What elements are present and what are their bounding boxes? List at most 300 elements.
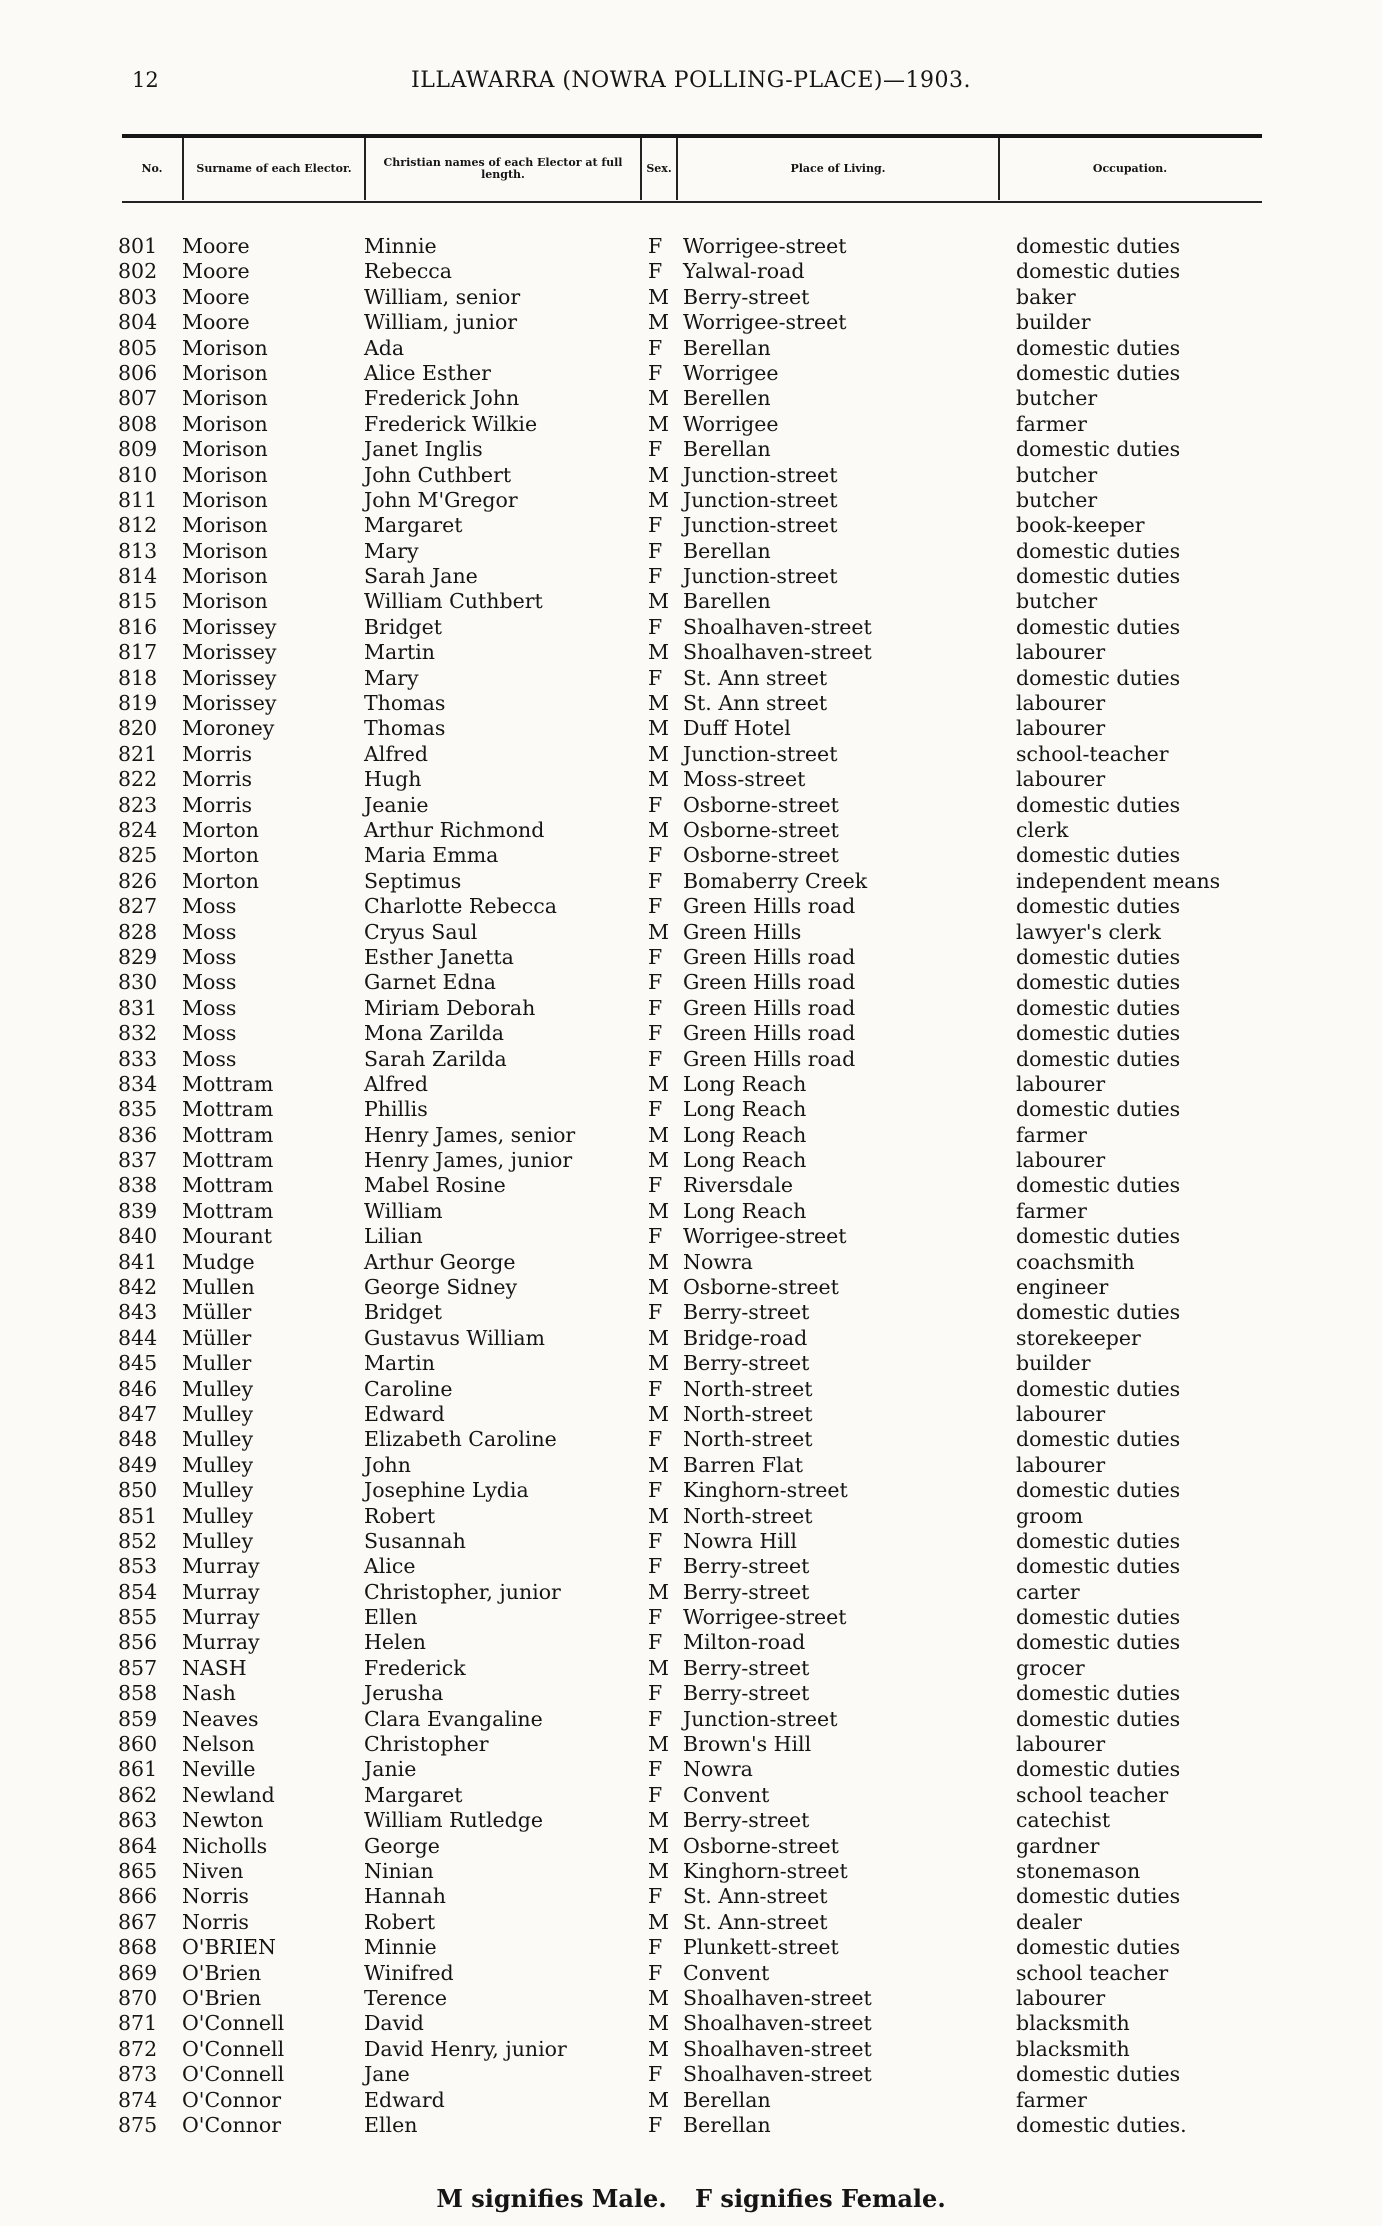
elector-no: 870 — [118, 1985, 158, 2010]
elector-surname: Mulley — [182, 1452, 254, 1477]
elector-occupation: labourer — [1016, 1148, 1106, 1173]
elector-sex: M — [648, 1503, 669, 1528]
elector-occupation: builder — [1016, 1351, 1091, 1376]
elector-sex: M — [648, 1351, 669, 1376]
elector-occupation: gardner — [1016, 1833, 1100, 1858]
table-row — [0, 1605, 1382, 1630]
table-row — [0, 1529, 1382, 1554]
table-row — [0, 894, 1382, 919]
elector-no: 819 — [118, 691, 158, 716]
elector-occupation: labourer — [1016, 1401, 1106, 1426]
elector-sex: F — [648, 1300, 663, 1325]
table-row — [0, 1275, 1382, 1300]
elector-place: Berellan — [683, 437, 771, 462]
elector-occupation: domestic duties — [1016, 894, 1181, 919]
elector-no: 864 — [118, 1833, 158, 1858]
elector-occupation: labourer — [1016, 1732, 1106, 1757]
elector-christian-names: Mabel Rosine — [364, 1173, 506, 1198]
elector-sex: F — [648, 1021, 663, 1046]
elector-no: 867 — [118, 1909, 158, 1934]
table-row — [0, 564, 1382, 589]
elector-no: 815 — [118, 589, 158, 614]
elector-occupation: domestic duties — [1016, 1021, 1181, 1046]
elector-occupation: domestic duties — [1016, 437, 1181, 462]
elector-occupation: butcher — [1016, 386, 1098, 411]
elector-sex: F — [648, 564, 663, 589]
elector-occupation: domestic duties — [1016, 843, 1181, 868]
elector-surname: Morison — [182, 513, 268, 538]
elector-christian-names: Edward — [364, 1401, 445, 1426]
elector-christian-names: William, senior — [364, 284, 521, 309]
elector-christian-names: Arthur Richmond — [364, 817, 545, 842]
elector-sex: M — [648, 1122, 669, 1147]
elector-surname: Mudge — [182, 1249, 255, 1274]
elector-christian-names: Martin — [364, 640, 436, 665]
elector-no: 860 — [118, 1732, 158, 1757]
elector-occupation: domestic duties — [1016, 564, 1181, 589]
elector-surname: Morison — [182, 462, 268, 487]
elector-no: 807 — [118, 386, 158, 411]
elector-christian-names: John M'Gregor — [364, 487, 518, 512]
elector-no: 818 — [118, 665, 158, 690]
elector-occupation: school teacher — [1016, 1782, 1169, 1807]
elector-place: Berry-street — [683, 1351, 810, 1376]
elector-sex: F — [648, 1681, 663, 1706]
elector-place: Long Reach — [683, 1097, 807, 1122]
table-row — [0, 1326, 1382, 1351]
elector-occupation: domestic duties — [1016, 1757, 1181, 1782]
elector-christian-names: Terence — [364, 1985, 447, 2010]
elector-occupation: independent means — [1016, 868, 1221, 893]
footer-legend — [0, 2184, 1382, 2213]
elector-christian-names: Margaret — [364, 513, 463, 538]
elector-sex: M — [648, 487, 669, 512]
elector-occupation: labourer — [1016, 1985, 1106, 2010]
elector-christian-names: Miriam Deborah — [364, 995, 536, 1020]
elector-sex: F — [648, 2062, 663, 2087]
elector-no: 845 — [118, 1351, 158, 1376]
table-row — [0, 615, 1382, 640]
elector-no: 829 — [118, 944, 158, 969]
elector-surname: O'Connell — [182, 2062, 285, 2087]
elector-occupation: book-keeper — [1016, 513, 1145, 538]
table-row — [0, 285, 1382, 310]
col-header-occupation: Occupation. — [1092, 161, 1168, 175]
elector-place: Barren Flat — [683, 1452, 803, 1477]
table-row — [0, 1961, 1382, 1986]
elector-christian-names: Charlotte Rebecca — [364, 894, 557, 919]
elector-sex: F — [648, 1960, 663, 1985]
elector-christian-names: Jane — [364, 2062, 410, 2087]
elector-no: 832 — [118, 1021, 158, 1046]
elector-sex: F — [648, 259, 663, 284]
elector-christian-names: Rebecca — [364, 259, 453, 284]
table-row — [0, 1681, 1382, 1706]
elector-sex: F — [648, 2112, 663, 2137]
elector-sex: M — [648, 817, 669, 842]
elector-christian-names: William Rutledge — [364, 1808, 544, 1833]
table-row — [0, 259, 1382, 284]
elector-place: Barellen — [683, 589, 771, 614]
elector-place: Berellan — [683, 335, 771, 360]
elector-sex: F — [648, 665, 663, 690]
elector-occupation: clerk — [1016, 817, 1069, 842]
elector-no: 808 — [118, 411, 158, 436]
elector-surname: Mourant — [182, 1224, 272, 1249]
elector-christian-names: Christopher — [364, 1732, 489, 1757]
elector-place: Yalwal-road — [683, 259, 805, 284]
elector-occupation: domestic duties — [1016, 1173, 1181, 1198]
elector-christian-names: Hannah — [364, 1884, 446, 1909]
table-row — [0, 336, 1382, 361]
elector-surname: Morison — [182, 360, 268, 385]
elector-occupation: domestic duties — [1016, 614, 1181, 639]
elector-occupation: carter — [1016, 1579, 1080, 1604]
elector-sex: F — [648, 894, 663, 919]
elector-occupation: domestic duties — [1016, 1681, 1181, 1706]
elector-occupation: domestic duties — [1016, 1224, 1181, 1249]
elector-christian-names: John — [364, 1452, 411, 1477]
elector-place: Long Reach — [683, 1198, 807, 1223]
elector-surname: Norris — [182, 1884, 249, 1909]
elector-place: Shoalhaven-street — [683, 614, 872, 639]
col-header-no: No. — [141, 161, 163, 175]
elector-sex: F — [648, 1782, 663, 1807]
elector-no: 844 — [118, 1325, 158, 1350]
elector-no: 830 — [118, 970, 158, 995]
elector-christian-names: Frederick Wilkie — [364, 411, 538, 436]
elector-place: St. Ann-street — [683, 1884, 828, 1909]
elector-sex: F — [648, 335, 663, 360]
elector-occupation: school-teacher — [1016, 741, 1169, 766]
elector-no: 839 — [118, 1198, 158, 1223]
table-row — [0, 513, 1382, 538]
elector-occupation: dealer — [1016, 1909, 1082, 1934]
elector-no: 824 — [118, 817, 158, 842]
table-row — [0, 1732, 1382, 1757]
elector-occupation: domestic duties — [1016, 944, 1181, 969]
elector-sex: M — [648, 1985, 669, 2010]
elector-christian-names: Alice Esther — [364, 360, 491, 385]
elector-place: North-street — [683, 1427, 813, 1452]
elector-place: Junction-street — [683, 462, 838, 487]
elector-place: Plunkett-street — [683, 1935, 839, 1960]
elector-surname: O'Connor — [182, 2087, 282, 2112]
elector-christian-names: Mona Zarilda — [364, 1021, 504, 1046]
elector-occupation: domestic duties — [1016, 665, 1181, 690]
elector-occupation: domestic duties — [1016, 1884, 1181, 1909]
elector-sex: M — [648, 1909, 669, 1934]
elector-no: 814 — [118, 564, 158, 589]
elector-no: 820 — [118, 716, 158, 741]
elector-surname: Mottram — [182, 1148, 274, 1173]
elector-place: North-street — [683, 1401, 813, 1426]
elector-place: St. Ann street — [683, 665, 828, 690]
elector-christian-names: Ellen — [364, 2112, 418, 2137]
elector-surname: Müller — [182, 1300, 252, 1325]
elector-place: Berry-street — [683, 1579, 810, 1604]
elector-surname: Muller — [182, 1351, 252, 1376]
elector-christian-names: Caroline — [364, 1376, 453, 1401]
elector-surname: Moroney — [182, 716, 275, 741]
elector-surname: Morison — [182, 411, 268, 436]
elector-no: 863 — [118, 1808, 158, 1833]
table-row — [0, 920, 1382, 945]
elector-sex: M — [648, 284, 669, 309]
elector-occupation: domestic duties — [1016, 792, 1181, 817]
elector-surname: Morissey — [182, 665, 277, 690]
elector-place: Junction-street — [683, 487, 838, 512]
elector-no: 856 — [118, 1630, 158, 1655]
page-header — [0, 60, 1382, 100]
table-row — [0, 818, 1382, 843]
elector-occupation: domestic duties — [1016, 259, 1181, 284]
elector-no: 855 — [118, 1605, 158, 1630]
elector-christian-names: David — [364, 2011, 424, 2036]
elector-no: 825 — [118, 843, 158, 868]
elector-place: Riversdale — [683, 1173, 794, 1198]
elector-no: 803 — [118, 284, 158, 309]
footer-male-note: M signifies Male. — [436, 2184, 667, 2213]
elector-surname: Murray — [182, 1579, 260, 1604]
table-row — [0, 1783, 1382, 1808]
elector-surname: O'Brien — [182, 1985, 262, 2010]
elector-sex: M — [648, 1071, 669, 1096]
elector-place: Berry-street — [683, 1300, 810, 1325]
elector-surname: Niven — [182, 1859, 244, 1883]
elector-christian-names: Ninian — [364, 1859, 434, 1883]
elector-place: Osborne-street — [683, 1833, 839, 1858]
elector-no: 813 — [118, 538, 158, 563]
elector-sex: M — [648, 589, 669, 614]
elector-surname: Newland — [182, 1782, 275, 1807]
table-row — [0, 1554, 1382, 1579]
elector-place: Shoalhaven-street — [683, 2011, 872, 2036]
elector-no: 827 — [118, 894, 158, 919]
elector-surname: Mulley — [182, 1401, 254, 1426]
elector-christian-names: Sarah Jane — [364, 564, 478, 589]
elector-sex: F — [648, 1935, 663, 1960]
elector-christian-names: Winifred — [364, 1960, 454, 1985]
elector-occupation: farmer — [1016, 1122, 1087, 1147]
elector-place: Green Hills road — [683, 1021, 856, 1046]
elector-no: 805 — [118, 335, 158, 360]
elector-occupation: domestic duties — [1016, 1528, 1181, 1553]
elector-surname: Mullen — [182, 1275, 255, 1300]
elector-surname: Norris — [182, 1909, 249, 1934]
elector-surname: O'Connell — [182, 2036, 285, 2061]
elector-surname: Morison — [182, 538, 268, 563]
col-header-christian: Christian names of each Elector at full length. — [383, 155, 623, 181]
elector-surname: Moore — [182, 310, 250, 335]
elector-surname: Murray — [182, 1605, 260, 1630]
elector-sex: M — [648, 1655, 669, 1680]
elector-occupation: domestic duties — [1016, 1046, 1181, 1071]
elector-christian-names: George — [364, 1833, 440, 1858]
elector-sex: F — [648, 234, 663, 258]
table-row — [0, 793, 1382, 818]
table-row — [0, 742, 1382, 767]
table-row — [0, 716, 1382, 741]
table-row — [0, 1402, 1382, 1427]
elector-surname: Morissey — [182, 614, 277, 639]
elector-sex: M — [648, 1198, 669, 1223]
elector-occupation: blacksmith — [1016, 2036, 1130, 2061]
table-row — [0, 945, 1382, 970]
elector-place: Worrigee-street — [683, 1224, 847, 1249]
table-row — [0, 1377, 1382, 1402]
elector-surname: Morison — [182, 487, 268, 512]
elector-place: Long Reach — [683, 1071, 807, 1096]
elector-sex: M — [648, 1579, 669, 1604]
elector-sex: F — [648, 995, 663, 1020]
elector-surname: Neaves — [182, 1706, 259, 1731]
elector-sex: M — [648, 741, 669, 766]
table-row — [0, 1148, 1382, 1173]
elector-sex: M — [648, 1808, 669, 1833]
elector-sex: M — [648, 2011, 669, 2036]
table-row — [0, 1884, 1382, 1909]
elector-occupation: domestic duties — [1016, 1706, 1181, 1731]
table-row — [0, 1935, 1382, 1960]
elector-surname: Nicholls — [182, 1833, 268, 1858]
elector-surname: Morison — [182, 437, 268, 462]
elector-christian-names: Frederick — [364, 1655, 466, 1680]
elector-occupation: grocer — [1016, 1655, 1085, 1680]
elector-place: Bridge-road — [683, 1325, 808, 1350]
elector-occupation: storekeeper — [1016, 1325, 1141, 1350]
elector-place: Worrigee-street — [683, 1605, 847, 1630]
elector-occupation: labourer — [1016, 1452, 1106, 1477]
elector-christian-names: Alfred — [364, 741, 429, 766]
elector-no: 821 — [118, 741, 158, 766]
elector-surname: Moss — [182, 995, 237, 1020]
table-row — [0, 1757, 1382, 1782]
elector-christian-names: Edward — [364, 2087, 445, 2112]
elector-surname: NASH — [182, 1655, 247, 1680]
elector-christian-names: William Cuthbert — [364, 589, 543, 614]
elector-place: Green Hills road — [683, 970, 856, 995]
elector-no: 859 — [118, 1706, 158, 1731]
table-row — [0, 1478, 1382, 1503]
elector-no: 866 — [118, 1884, 158, 1909]
elector-surname: Moss — [182, 894, 237, 919]
elector-surname: Morton — [182, 868, 259, 893]
elector-no: 822 — [118, 767, 158, 792]
table-row — [0, 1047, 1382, 1072]
elector-christian-names: Josephine Lydia — [364, 1478, 529, 1503]
elector-occupation: domestic duties — [1016, 335, 1181, 360]
elector-occupation: domestic duties — [1016, 1605, 1181, 1630]
elector-surname: Mottram — [182, 1097, 274, 1122]
elector-no: 828 — [118, 919, 158, 944]
elector-christian-names: Bridget — [364, 614, 443, 639]
elector-occupation: domestic duties — [1016, 1478, 1181, 1503]
elector-no: 826 — [118, 868, 158, 893]
elector-christian-names: Clara Evangaline — [364, 1706, 543, 1731]
elector-christian-names: Septimus — [364, 868, 462, 893]
table-row — [0, 1123, 1382, 1148]
elector-no: 801 — [118, 234, 158, 258]
table-row — [0, 1504, 1382, 1529]
page-title: ILLAWARRA (NOWRA POLLING-PLACE)—1903. — [411, 68, 971, 93]
elector-no: 848 — [118, 1427, 158, 1452]
table-row — [0, 1199, 1382, 1224]
elector-sex: F — [648, 1528, 663, 1553]
elector-place: Brown's Hill — [683, 1732, 812, 1757]
elector-occupation: domestic duties — [1016, 1300, 1181, 1325]
elector-sex: F — [648, 1376, 663, 1401]
elector-surname: Müller — [182, 1325, 252, 1350]
table-row — [0, 640, 1382, 665]
elector-sex: F — [648, 538, 663, 563]
table-row — [0, 1630, 1382, 1655]
elector-surname: Murray — [182, 1554, 260, 1579]
elector-surname: Moss — [182, 944, 237, 969]
elector-sex: M — [648, 2087, 669, 2112]
elector-place: Green Hills road — [683, 1046, 856, 1071]
elector-surname: Neville — [182, 1757, 256, 1782]
elector-occupation: labourer — [1016, 640, 1106, 665]
elector-occupation: farmer — [1016, 2087, 1087, 2112]
elector-no: 871 — [118, 2011, 158, 2036]
elector-occupation: labourer — [1016, 716, 1106, 741]
elector-sex: F — [648, 1554, 663, 1579]
table-row — [0, 1250, 1382, 1275]
elector-occupation: baker — [1016, 284, 1076, 309]
elector-place: Shoalhaven-street — [683, 640, 872, 665]
elector-surname: Morris — [182, 767, 253, 792]
elector-place: Worrigee-street — [683, 234, 847, 258]
elector-christian-names: Susannah — [364, 1528, 466, 1553]
elector-sex: M — [648, 716, 669, 741]
elector-no: 850 — [118, 1478, 158, 1503]
column-header-row — [122, 138, 1262, 200]
elector-christian-names: Thomas — [364, 716, 446, 741]
elector-place: Berry-street — [683, 1681, 810, 1706]
elector-christian-names: John Cuthbert — [364, 462, 512, 487]
elector-place: Junction-street — [683, 1706, 838, 1731]
elector-place: Nowra Hill — [683, 1528, 797, 1553]
elector-sex: F — [648, 360, 663, 385]
elector-place: Bomaberry Creek — [683, 868, 868, 893]
elector-occupation: domestic duties — [1016, 1097, 1181, 1122]
elector-occupation: stonemason — [1016, 1859, 1141, 1883]
table-row — [0, 2113, 1382, 2138]
table-row — [0, 1707, 1382, 1732]
elector-christian-names: Arthur George — [364, 1249, 516, 1274]
elector-place: Junction-street — [683, 564, 838, 589]
elector-place: Green Hills road — [683, 944, 856, 969]
elector-place: Shoalhaven-street — [683, 1985, 872, 2010]
elector-occupation: coachsmith — [1016, 1249, 1135, 1274]
elector-surname: Morissey — [182, 691, 277, 716]
elector-no: 837 — [118, 1148, 158, 1173]
elector-no: 806 — [118, 360, 158, 385]
elector-occupation: domestic duties — [1016, 1376, 1181, 1401]
elector-no: 835 — [118, 1097, 158, 1122]
elector-place: Nowra — [683, 1249, 753, 1274]
elector-occupation: domestic duties — [1016, 234, 1181, 258]
elector-christian-names: Hugh — [364, 767, 422, 792]
elector-surname: Morison — [182, 335, 268, 360]
elector-no: 834 — [118, 1071, 158, 1096]
table-row — [0, 1351, 1382, 1376]
elector-surname: O'Connor — [182, 2112, 282, 2137]
elector-surname: Newton — [182, 1808, 264, 1833]
elector-sex: M — [648, 640, 669, 665]
table-row — [0, 1986, 1382, 2011]
